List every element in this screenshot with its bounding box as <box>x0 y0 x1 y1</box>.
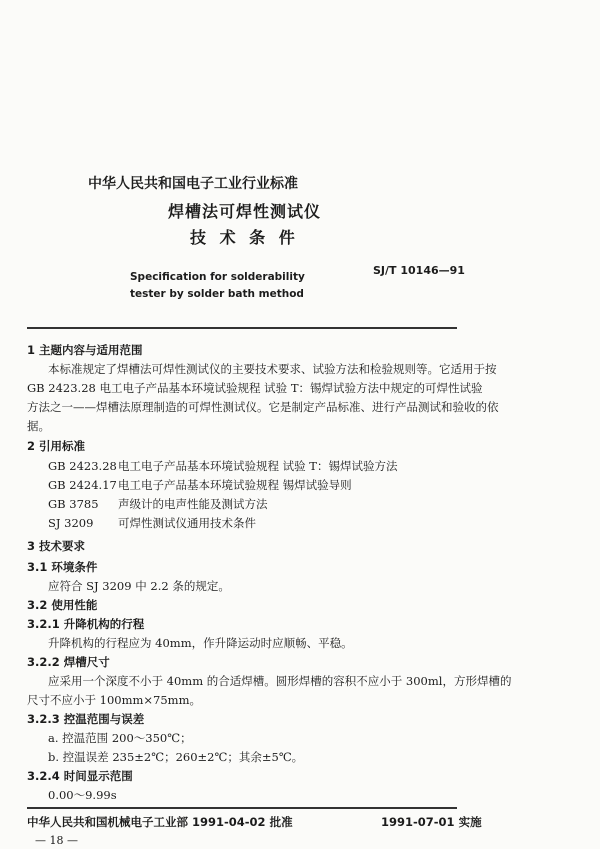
footer-divider <box>27 807 457 809</box>
standard-code: SJ/T 10146—91 <box>373 264 465 277</box>
section-3-2-2-text: 应采用一个深度不小于 40mm 的合适焊槽。圆形焊槽的容积不应小于 300ml，方形焊槽的 <box>48 674 512 688</box>
section-3-heading: 3 技术要求 <box>27 539 86 553</box>
reference-item <box>48 497 268 512</box>
document-subtitle: 技 术 条 件 <box>190 228 299 247</box>
section-2-heading: 2 引用标准 <box>27 439 86 453</box>
section-3-2-heading: 3.2 使用性能 <box>27 598 98 612</box>
section-3-2-2-heading: 3.2.2 焊槽尺寸 <box>27 655 110 669</box>
approval-line: 中华人民共和国机械电子工业部 1991-04-02 批准 <box>27 815 293 829</box>
reference-title: 电工电子产品基本环境试验规程 锡焊试验导则 <box>118 478 352 492</box>
section-1-para-line: GB 2423.28 电工电子产品基本环境试验规程 试验 T：锡焊试验方法中规定的可焊性试验 <box>27 381 483 395</box>
document-title: 焊槽法可焊性测试仪 <box>168 202 322 221</box>
reference-item <box>48 478 352 493</box>
reference-title: 电工电子产品基本环境试验规程 试验 T：锡焊试验方法 <box>118 459 398 473</box>
implementation-date: 1991-07-01 实施 <box>381 815 482 829</box>
reference-code: SJ 3209 <box>48 516 94 530</box>
reference-item <box>48 459 397 474</box>
english-title-line2: tester by solder bath method <box>130 288 304 300</box>
section-3-2-3-item-b: b. 控温误差 235±2℃；260±2℃；其余±5℃。 <box>48 750 304 764</box>
english-title-line1: Specification for solderability <box>130 271 305 283</box>
section-3-2-4-text: 0.00～9.99s <box>48 788 117 802</box>
section-3-2-2-text: 尺寸不应小于 100mm×75mm。 <box>27 693 201 707</box>
section-1-para-line: 本标准规定了焊槽法可焊性测试仪的主要技术要求、试验方法和检验规则等。它适用于按 <box>48 362 497 376</box>
reference-item <box>48 516 256 531</box>
section-3-1-heading: 3.1 环境条件 <box>27 560 98 574</box>
reference-code: GB 3785 <box>48 497 99 511</box>
section-1-para-line: 据。 <box>27 419 50 433</box>
section-3-2-3-item-a: a. 控温范围 200～350℃； <box>48 731 192 745</box>
section-3-2-4-heading: 3.2.4 时间显示范围 <box>27 769 133 783</box>
page-number: — 18 — <box>35 834 78 847</box>
reference-title: 声级计的电声性能及测试方法 <box>118 497 268 511</box>
header-divider <box>27 327 457 329</box>
reference-code: GB 2424.17 <box>48 478 117 492</box>
section-3-1-text: 应符合 SJ 3209 中 2.2 条的规定。 <box>48 579 230 593</box>
section-3-2-3-heading: 3.2.3 控温范围与误差 <box>27 712 145 726</box>
section-1-heading: 1 主题内容与适用范围 <box>27 343 143 357</box>
reference-title: 可焊性测试仪通用技术条件 <box>118 516 256 530</box>
section-3-2-1-text: 升降机构的行程应为 40mm，作升降运动时应顺畅、平稳。 <box>48 636 353 650</box>
section-3-2-1-heading: 3.2.1 升降机构的行程 <box>27 617 145 631</box>
section-1-para-line: 方法之一——焊槽法原理制造的可焊性测试仪。它是制定产品标准、进行产品测试和验收的依 <box>27 400 499 414</box>
reference-code: GB 2423.28 <box>48 459 117 473</box>
industry-standard-label: 中华人民共和国电子工业行业标准 <box>88 176 298 192</box>
